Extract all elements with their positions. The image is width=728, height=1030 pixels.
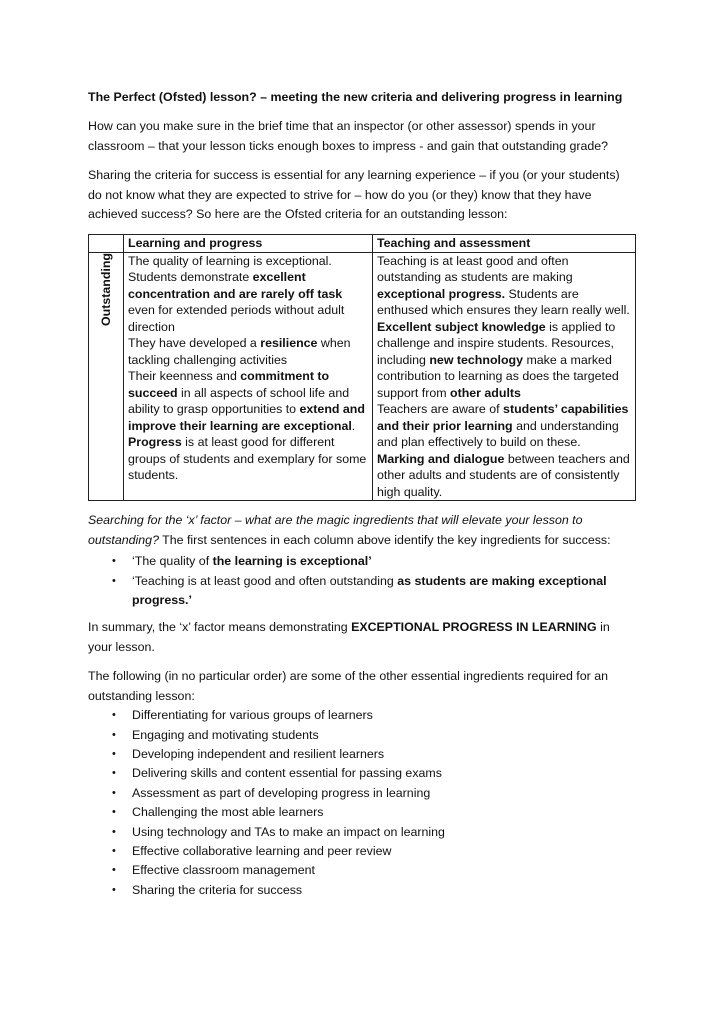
text-run: The quality of learning is exceptional. Students demonstrate — [128, 253, 332, 285]
page-title: The Perfect (Ofsted) lesson? – meeting the new criteria and delivering progress in learning — [88, 90, 623, 104]
bold-run: excellent concentration and are rarely off task — [128, 270, 343, 301]
summary-paragraph — [88, 618, 636, 657]
list-item: • Challenging the most able learners — [88, 803, 636, 822]
list-item — [88, 552, 636, 571]
xfactor-question: Searching for the ‘x’ factor – what are the magic ingredients that will elevate your lesson to outstanding? — [88, 513, 583, 547]
text-run: ‘Teaching is at least good and often outstanding — [132, 573, 398, 588]
following-paragraph: The following (in no particular order) are some of the other essential ingredients required for an outstanding lesson: — [88, 669, 608, 703]
bold-run: other adults — [450, 385, 521, 400]
list-item: • Effective classroom management — [88, 861, 636, 880]
bold-run: the learning is exceptional’ — [212, 554, 372, 569]
list-item: • Engaging and motivating students — [88, 726, 636, 745]
list-item — [88, 572, 636, 611]
text-run: Their keenness and — [128, 369, 241, 384]
list-item: • Differentiating for various groups of learners — [88, 706, 636, 725]
intro-paragraph: How can you make sure in the brief time that an inspector (or other assessor) spends in your classroom – that your lesson ticks enough boxes to impress - and gain that outstanding grade? — [88, 119, 609, 153]
text-run: Teaching is at least good and often outstanding as students are making — [377, 253, 573, 285]
criteria-table — [88, 234, 636, 501]
bold-run: Excellent subject knowledge — [377, 319, 546, 334]
row-label-cell — [89, 252, 124, 501]
bold-run: new technology — [429, 352, 523, 367]
text-run: even for extended periods without adult direction — [128, 303, 345, 334]
teaching-assessment-cell — [373, 252, 636, 501]
text-run: . — [351, 418, 356, 433]
table-header-row — [89, 235, 636, 253]
document-page — [88, 88, 636, 908]
key-ingredients-list — [88, 552, 636, 610]
text-run: Students are enthused which ensures they learn really well. — [377, 286, 630, 318]
list-item: • Effective collaborative learning and peer review — [88, 842, 636, 861]
text-run: is applied to challenge and inspire students. Resources, including — [377, 319, 616, 367]
bold-run: extend and improve their learning are exceptional — [128, 402, 365, 433]
list-item: • Developing independent and resilient learners — [88, 745, 636, 764]
list-item: • Using technology and TAs to make an impact on learning — [88, 823, 636, 842]
table-row-outstanding — [89, 252, 636, 501]
list-item: • Assessment as part of developing progress in learning — [88, 784, 636, 803]
ingredients-list — [88, 706, 636, 900]
bold-run: Progress — [128, 435, 182, 450]
bold-run: as students are making exceptional progress.’ — [132, 573, 607, 608]
bold-run: commitment to succeed — [128, 369, 330, 400]
text-run: ‘The quality of — [132, 554, 213, 569]
text-run: They have developed a — [128, 336, 261, 351]
text-run: In summary, the ‘x’ factor means demonstrating — [88, 620, 352, 635]
col-header-teaching: Teaching and assessment — [373, 235, 636, 253]
bold-run: students’ capabilities and their prior learning — [377, 402, 629, 433]
text-run: in your lesson. — [88, 620, 610, 654]
col-header-learning: Learning and progress — [124, 235, 373, 253]
text-run: in all aspects of school life and ability to grasp opportunities to — [128, 385, 350, 417]
xfactor-rest: The first sentences in each column above identify the key ingredients for success: — [158, 532, 611, 547]
bold-run: EXCEPTIONAL PROGRESS IN LEARNING — [351, 620, 597, 635]
bold-run: exceptional progress. — [377, 286, 506, 301]
text-run: make a marked contribution to learning as does the targeted support from — [377, 352, 619, 400]
bold-run: resilience — [260, 336, 318, 351]
text-run: is at least good for different groups of students and exemplary for some students. — [128, 435, 367, 483]
sharing-paragraph: Sharing the criteria for success is essential for any learning experience – if you (or your students) do not know what they are expected to strive for – how do you (or they) know that they have achieved success? So here are the Ofsted criteria for an outstanding lesson: — [88, 168, 620, 222]
row-label-outstanding: Outstanding — [98, 252, 113, 326]
list-item: • Delivering skills and content essential for passing exams — [88, 764, 636, 783]
xfactor-paragraph — [88, 511, 636, 550]
text-run: and understanding and plan effectively to build on these. — [377, 418, 619, 450]
bold-run: Marking and dialogue — [377, 451, 505, 466]
text-run: between teachers and other adults and students are of consistently high quality. — [377, 451, 630, 499]
learning-progress-cell — [124, 252, 373, 501]
text-run: Teachers are aware of — [377, 402, 504, 417]
text-run: when tackling challenging activities — [128, 336, 351, 367]
list-item: • Sharing the criteria for success — [88, 881, 636, 900]
table-corner-cell — [89, 235, 124, 253]
